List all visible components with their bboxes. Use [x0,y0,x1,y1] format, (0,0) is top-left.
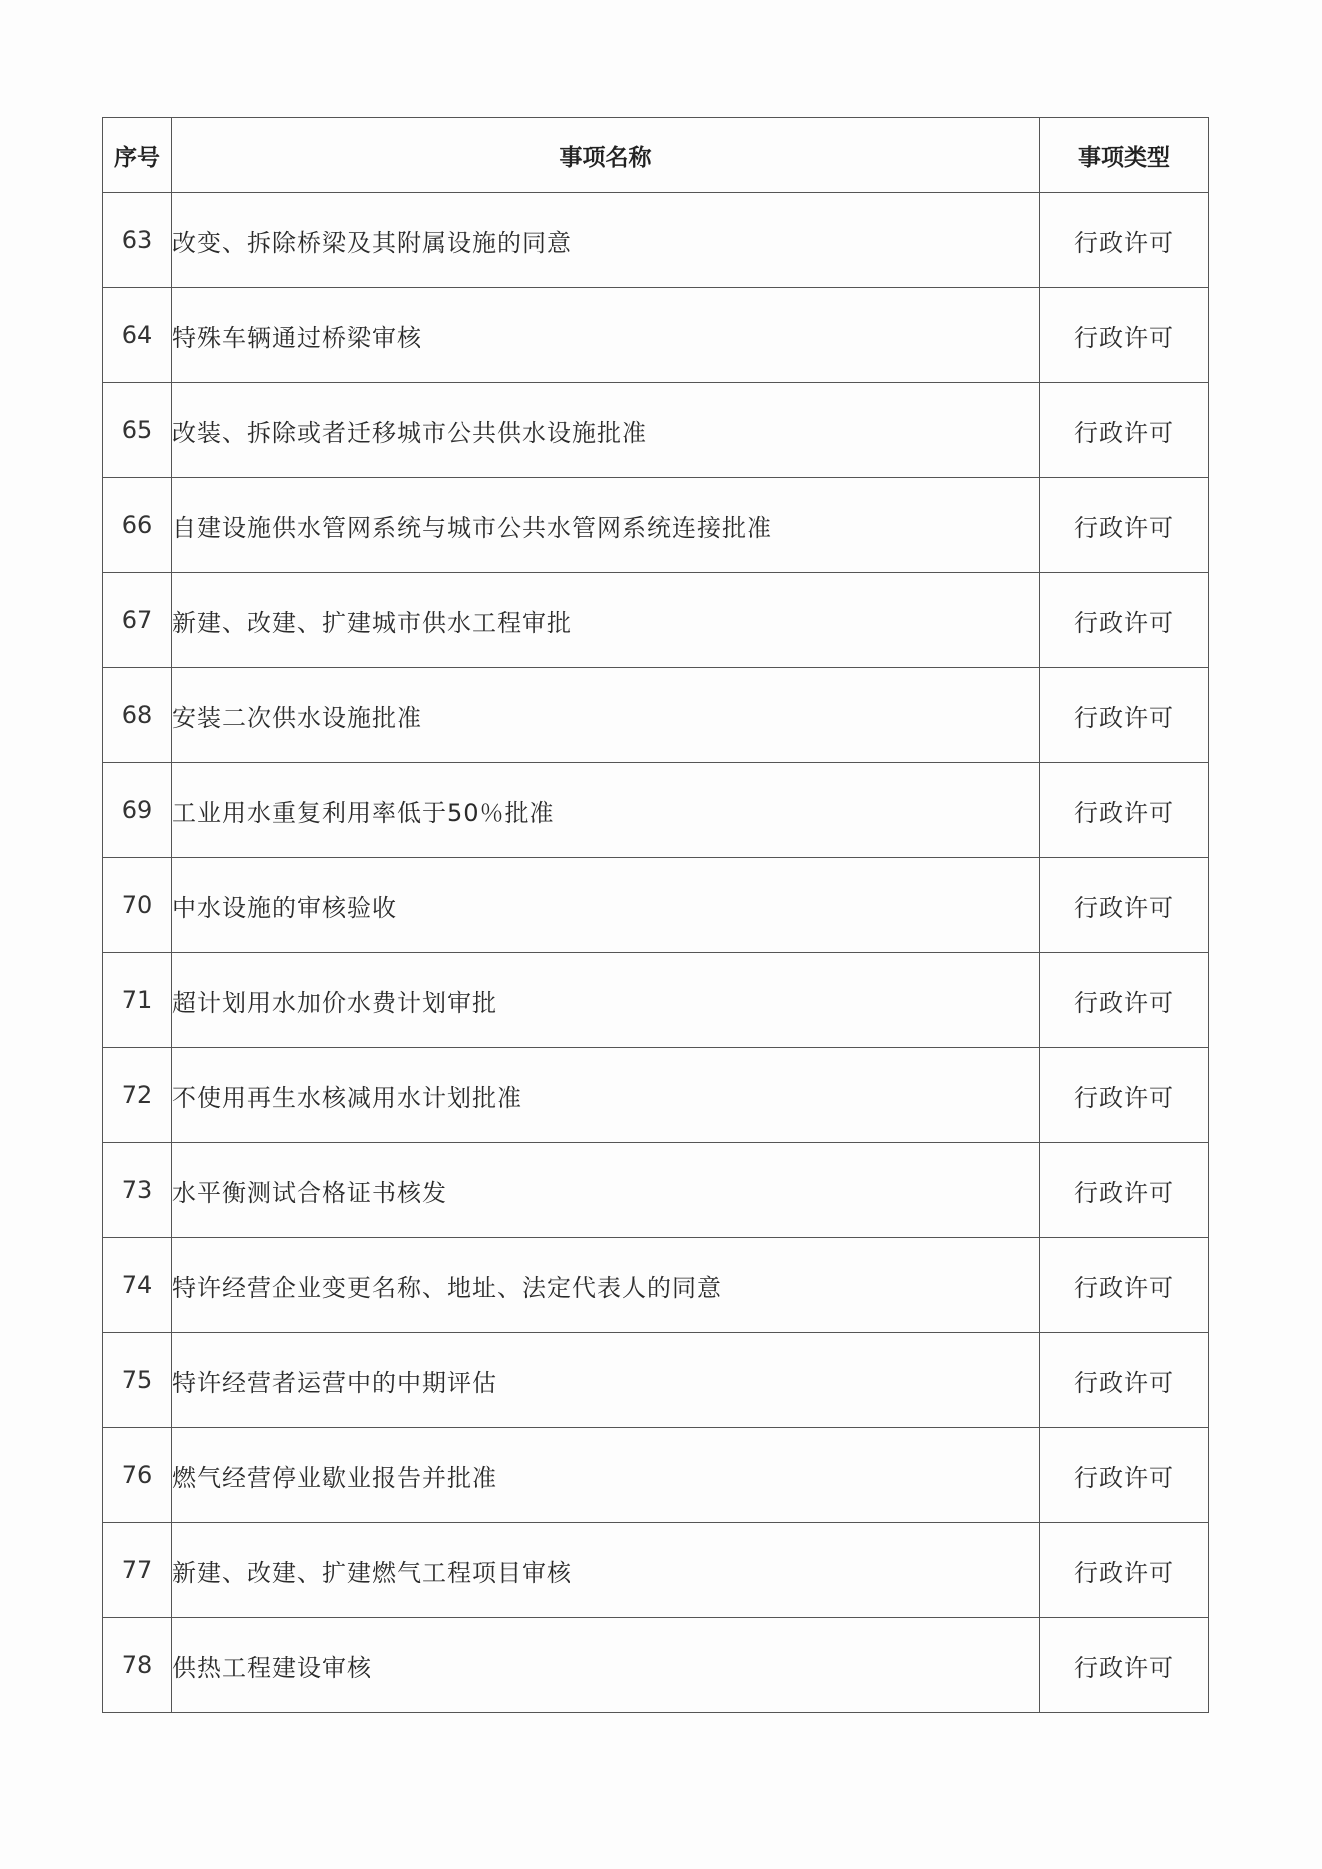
table-row [103,858,1209,953]
row-no: 75 [103,1333,172,1428]
row-no: 67 [103,573,172,668]
row-type: 行政许可 [1040,953,1209,1048]
table-row [103,763,1209,858]
row-name: 水平衡测试合格证书核发 [172,1143,1040,1238]
row-name: 中水设施的审核验收 [172,858,1040,953]
row-type: 行政许可 [1040,1523,1209,1618]
row-name: 改装、拆除或者迁移城市公共供水设施批准 [172,383,1040,478]
table-row [103,1143,1209,1238]
table-row [103,1523,1209,1618]
row-no: 66 [103,478,172,573]
table-row [103,953,1209,1048]
row-name: 特许经营者运营中的中期评估 [172,1333,1040,1428]
row-type: 行政许可 [1040,1428,1209,1523]
table-row [103,573,1209,668]
row-name: 新建、改建、扩建城市供水工程审批 [172,573,1040,668]
row-type: 行政许可 [1040,668,1209,763]
row-type: 行政许可 [1040,1238,1209,1333]
row-type: 行政许可 [1040,1143,1209,1238]
row-no: 69 [103,763,172,858]
table-row [103,1428,1209,1523]
row-name: 安装二次供水设施批准 [172,668,1040,763]
row-name: 特殊车辆通过桥梁审核 [172,288,1040,383]
row-no: 72 [103,1048,172,1143]
row-name: 燃气经营停业歇业报告并批准 [172,1428,1040,1523]
row-no: 71 [103,953,172,1048]
row-type: 行政许可 [1040,858,1209,953]
row-name: 超计划用水加价水费计划审批 [172,953,1040,1048]
row-no: 73 [103,1143,172,1238]
row-name: 自建设施供水管网系统与城市公共水管网系统连接批准 [172,478,1040,573]
row-no: 76 [103,1428,172,1523]
row-type: 行政许可 [1040,1048,1209,1143]
row-no: 70 [103,858,172,953]
table-row [103,478,1209,573]
row-type: 行政许可 [1040,763,1209,858]
row-type: 行政许可 [1040,193,1209,288]
row-no: 78 [103,1618,172,1713]
row-no: 68 [103,668,172,763]
row-no: 74 [103,1238,172,1333]
table-row [103,1618,1209,1713]
row-name: 特许经营企业变更名称、地址、法定代表人的同意 [172,1238,1040,1333]
row-type: 行政许可 [1040,478,1209,573]
row-name: 改变、拆除桥梁及其附属设施的同意 [172,193,1040,288]
header-no: 序号 [103,118,172,193]
table-row [103,383,1209,478]
header-row [103,118,1209,193]
row-type: 行政许可 [1040,1333,1209,1428]
table-header [103,118,1209,193]
row-type: 行政许可 [1040,573,1209,668]
table-row [103,1048,1209,1143]
items-table [102,117,1209,1713]
row-name: 新建、改建、扩建燃气工程项目审核 [172,1523,1040,1618]
table-row [103,1238,1209,1333]
row-no: 64 [103,288,172,383]
header-type: 事项类型 [1040,118,1209,193]
row-no: 77 [103,1523,172,1618]
row-type: 行政许可 [1040,288,1209,383]
row-name: 工业用水重复利用率低于50％批准 [172,763,1040,858]
row-type: 行政许可 [1040,1618,1209,1713]
table-row [103,288,1209,383]
row-type: 行政许可 [1040,383,1209,478]
table-row [103,668,1209,763]
table-row [103,1333,1209,1428]
row-name: 不使用再生水核减用水计划批准 [172,1048,1040,1143]
header-name: 事项名称 [172,118,1040,193]
row-name: 供热工程建设审核 [172,1618,1040,1713]
table-row [103,193,1209,288]
row-no: 63 [103,193,172,288]
table-body [103,193,1209,1713]
row-no: 65 [103,383,172,478]
